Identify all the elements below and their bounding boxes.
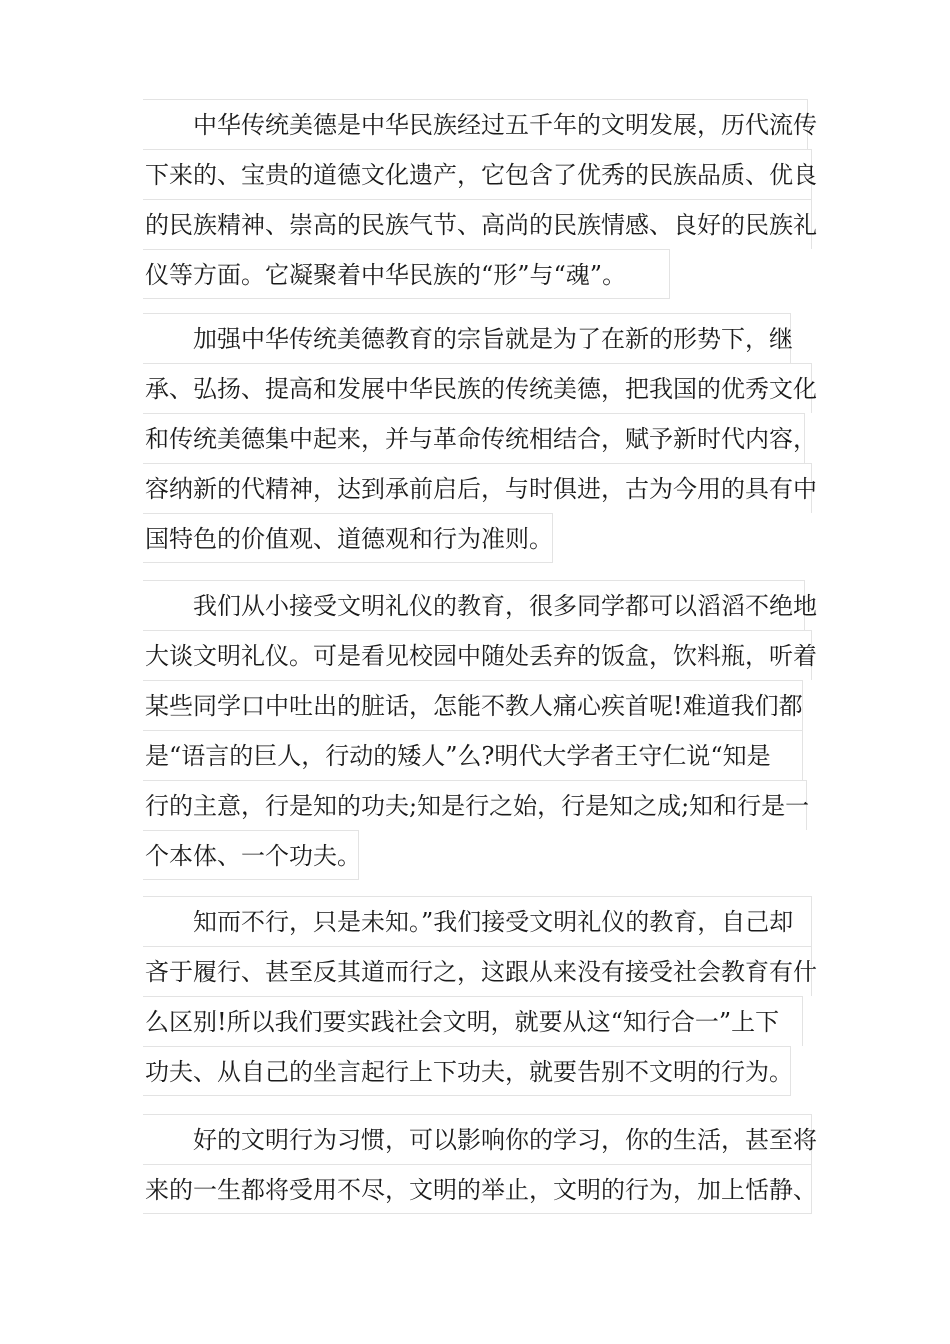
text-line: 来的一生都将受用不尽，文明的举止，文明的行为，加上恬静、 xyxy=(143,1164,812,1214)
paragraph-5 xyxy=(143,1114,817,1214)
text-line: 好的文明行为习惯，可以影响你的学习，你的生活，甚至将 xyxy=(143,1114,812,1164)
text-line: 和传统美德集中起来，并与革命传统相结合，赋予新时代内容， xyxy=(143,413,805,463)
text-line: 仪等方面。它凝聚着中华民族的“形”与“魂”。 xyxy=(143,249,670,299)
paragraph-3 xyxy=(143,580,817,880)
text-line: 下来的、宝贵的道德文化遗产，它包含了优秀的民族品质、优良 xyxy=(143,149,812,199)
paragraph-2 xyxy=(143,313,817,563)
text-line: 承、弘扬、提高和发展中华民族的传统美德，把我国的优秀文化 xyxy=(143,363,812,413)
paragraph-4 xyxy=(143,896,817,1096)
text-line: 行的主意，行是知的功夫;知是行之始，行是知之成;知和行是一 xyxy=(143,780,807,830)
text-line: 功夫、从自己的坐言起行上下功夫，就要告别不文明的行为。 xyxy=(143,1046,791,1096)
text-line: 某些同学口中吐出的脏话，怎能不教人痛心疾首呢!难道我们都 xyxy=(143,680,803,730)
text-line: 国特色的价值观、道德观和行为准则。 xyxy=(143,513,553,563)
paragraph-1 xyxy=(143,99,817,299)
text-line: 是“语言的巨人，行动的矮人”么?明代大学者王守仁说“知是 xyxy=(143,730,803,780)
text-line: 加强中华传统美德教育的宗旨就是为了在新的形势下，继 xyxy=(143,313,791,363)
text-line: 容纳新的代精神，达到承前启后，与时俱进，古为今用的具有中 xyxy=(143,463,812,513)
text-line: 吝于履行、甚至反其道而行之，这跟从来没有接受社会教育有什 xyxy=(143,946,812,996)
text-line: 知而不行，只是未知。”我们接受文明礼仪的教育，自己却 xyxy=(143,896,812,946)
text-line: 中华传统美德是中华民族经过五千年的文明发展，历代流传 xyxy=(143,99,808,149)
text-line: 的民族精神、崇高的民族气节、高尚的民族情感、良好的民族礼 xyxy=(143,199,812,249)
text-line: 个本体、一个功夫。 xyxy=(143,830,359,880)
text-line: 大谈文明礼仪。可是看见校园中随处丢弃的饭盒，饮料瓶，听着 xyxy=(143,630,812,680)
text-line: 我们从小接受文明礼仪的教育，很多同学都可以滔滔不绝地 xyxy=(143,580,805,630)
text-line: 么区别!所以我们要实践社会文明，就要从这“知行合一”上下 xyxy=(143,996,803,1046)
